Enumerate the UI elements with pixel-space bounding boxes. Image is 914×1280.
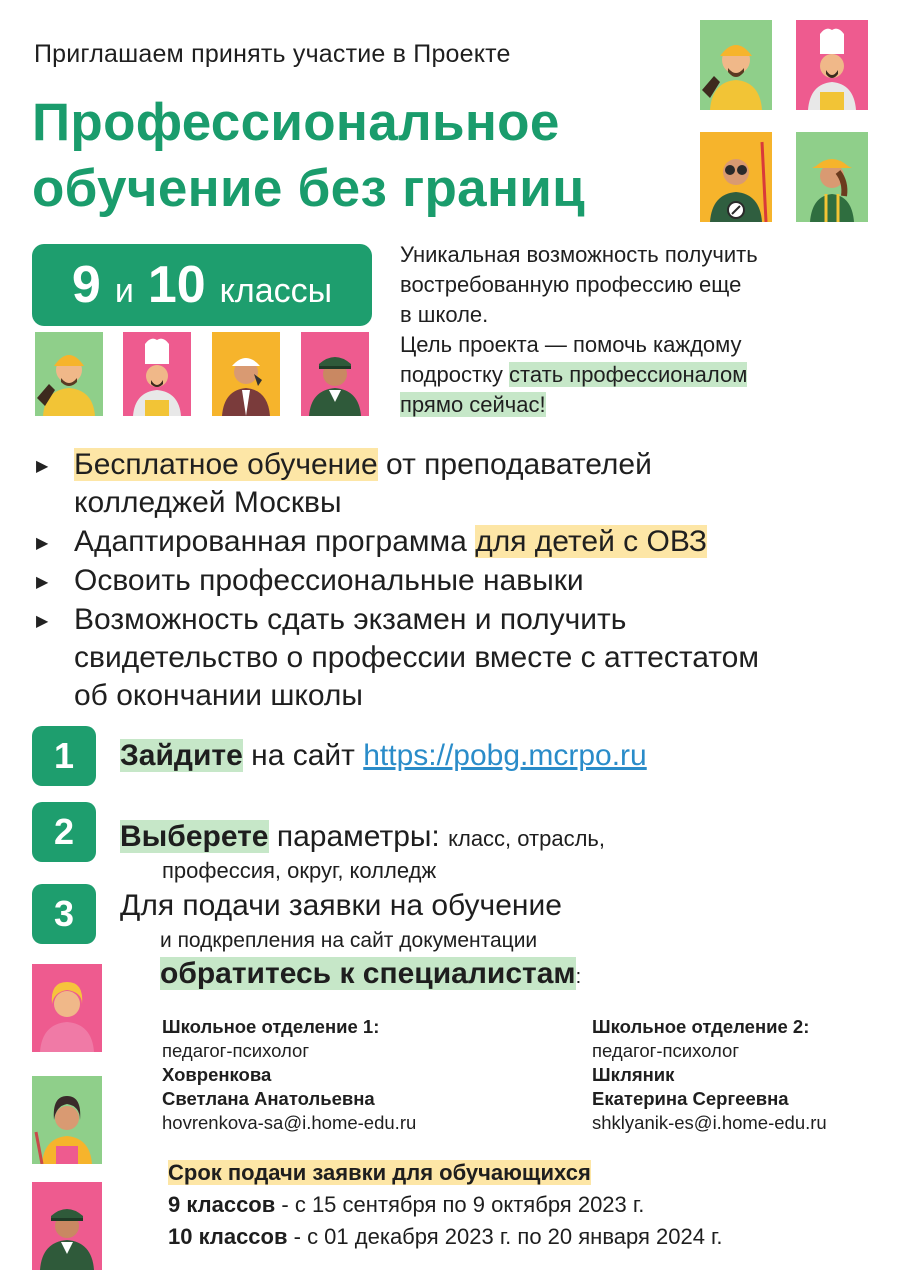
benefits-list <box>34 446 904 716</box>
step-2-params: класс, отрасль, <box>448 826 605 851</box>
step-1-number: 1 <box>32 726 96 786</box>
benefit-text: Возможность сдать экзамен и получить <box>74 603 627 636</box>
step-2-action: Выберете <box>120 820 269 853</box>
gardener-avatar-icon <box>796 132 868 222</box>
officer-avatar-icon <box>32 1182 102 1270</box>
profession-avatars-grid <box>700 20 875 225</box>
deadline-grade-10 <box>168 1221 723 1253</box>
list-item <box>34 562 904 600</box>
benefit-text: колледжей Москвы <box>74 486 342 519</box>
grade-9-label: 9 классов <box>168 1192 276 1217</box>
contact-card-2 <box>592 1015 827 1135</box>
list-item <box>34 446 904 522</box>
contact-dept: Школьное отделение 1: <box>162 1016 380 1037</box>
grade-9-dates: - с 15 сентября по 9 октября 2023 г. <box>275 1192 645 1217</box>
step-3-call <box>160 955 581 996</box>
benefit-text: об окончании школы <box>74 679 363 712</box>
list-item <box>34 523 904 561</box>
firefighter-avatar-icon <box>700 132 772 222</box>
contact-specialists-highlight: обратитесь к специалистам <box>160 957 576 990</box>
page-title <box>32 90 585 222</box>
contact-card-1 <box>162 1015 416 1135</box>
contact-surname: Шкляник <box>592 1064 675 1085</box>
benefit-text: Адаптированная программа <box>74 525 476 558</box>
step-2-number: 2 <box>32 802 96 862</box>
intro-paragraph <box>400 240 880 420</box>
intro-line: в школе. <box>400 302 489 327</box>
step-1-text: на сайт <box>242 739 364 772</box>
contact-email[interactable]: shklyanik-es@i.home-edu.ru <box>592 1112 827 1133</box>
step-3-number: 3 <box>32 884 96 944</box>
intro-line: Уникальная возможность получить <box>400 242 758 267</box>
step-2-text: параметры: <box>268 820 449 853</box>
triangle-bullet-icon: ▶ <box>36 613 49 630</box>
step-2 <box>120 818 605 858</box>
triangle-bullet-icon: ▶ <box>36 458 49 475</box>
grade-9: 9 <box>71 256 101 314</box>
contact-role: педагог-психолог <box>162 1040 310 1061</box>
colon: : <box>575 966 582 988</box>
benefit-highlight: для детей с ОВЗ <box>475 525 707 558</box>
step-3: Для подачи заявки на обучение <box>120 889 562 922</box>
step-1-action: Зайдите <box>120 739 243 772</box>
grade-10-label: 10 классов <box>168 1224 288 1249</box>
engineer-avatar-icon <box>212 332 280 416</box>
grade-word: классы <box>219 272 333 310</box>
intro-highlight: прямо сейчас! <box>400 392 546 417</box>
contact-dept: Школьное отделение 2: <box>592 1016 810 1037</box>
intro-line: востребованную профессию еще <box>400 272 742 297</box>
contact-role: педагог-психолог <box>592 1040 740 1061</box>
chef-avatar-icon <box>123 332 191 416</box>
step-3-subtext: и подкрепления на сайт документации <box>160 929 538 952</box>
benefit-text: свидетельство о профессии вместе с аттестатом <box>74 641 759 674</box>
deadline-block <box>168 1157 723 1253</box>
painter-avatar-icon <box>32 1076 102 1164</box>
profession-avatars-row <box>35 332 370 416</box>
intro-line <box>400 360 880 390</box>
chef-avatar-icon <box>796 20 868 110</box>
grade-10-dates: - с 01 декабря 2023 г. по 20 января 2024 г. <box>287 1224 723 1249</box>
list-item <box>34 601 904 715</box>
builder-avatar-icon <box>700 20 772 110</box>
step-2-params-line2: профессия, округ, колледж <box>162 858 437 883</box>
woman-avatar-icon <box>32 964 102 1052</box>
intro-line <box>400 390 880 420</box>
triangle-bullet-icon: ▶ <box>36 574 49 591</box>
deadline-grade-9 <box>168 1189 723 1221</box>
intro-line: Цель проекта — помочь каждому <box>400 332 742 357</box>
deadline-heading: Срок подачи заявки для обучающихся <box>168 1160 591 1185</box>
benefit-text: Освоить профессиональные навыки <box>74 564 584 597</box>
invite-text: Приглашаем принять участие в Проекте <box>34 40 511 68</box>
grades-badge <box>32 244 372 326</box>
contact-email[interactable]: hovrenkova-sa@i.home-edu.ru <box>162 1112 417 1133</box>
contact-surname: Ховренкова <box>162 1064 272 1085</box>
benefit-highlight: Бесплатное обучение <box>74 448 378 481</box>
contact-name: Светлана Анатольевна <box>162 1088 375 1109</box>
title-line-1: Профессиональное <box>32 93 560 152</box>
contact-name: Екатерина Сергеевна <box>592 1088 789 1109</box>
triangle-bullet-icon: ▶ <box>36 535 49 552</box>
intro-text: подростку <box>400 362 510 387</box>
site-link[interactable]: https://pobg.mcrpo.ru <box>363 739 647 772</box>
builder-avatar-icon <box>35 332 103 416</box>
title-line-2: обучение без границ <box>32 159 586 218</box>
benefit-text: от преподавателей <box>377 448 652 481</box>
officer-avatar-icon <box>301 332 369 416</box>
intro-highlight: стать профессионалом <box>509 362 748 387</box>
grade-and: и <box>114 272 134 310</box>
step-1 <box>120 736 647 776</box>
grade-10: 10 <box>147 256 206 314</box>
